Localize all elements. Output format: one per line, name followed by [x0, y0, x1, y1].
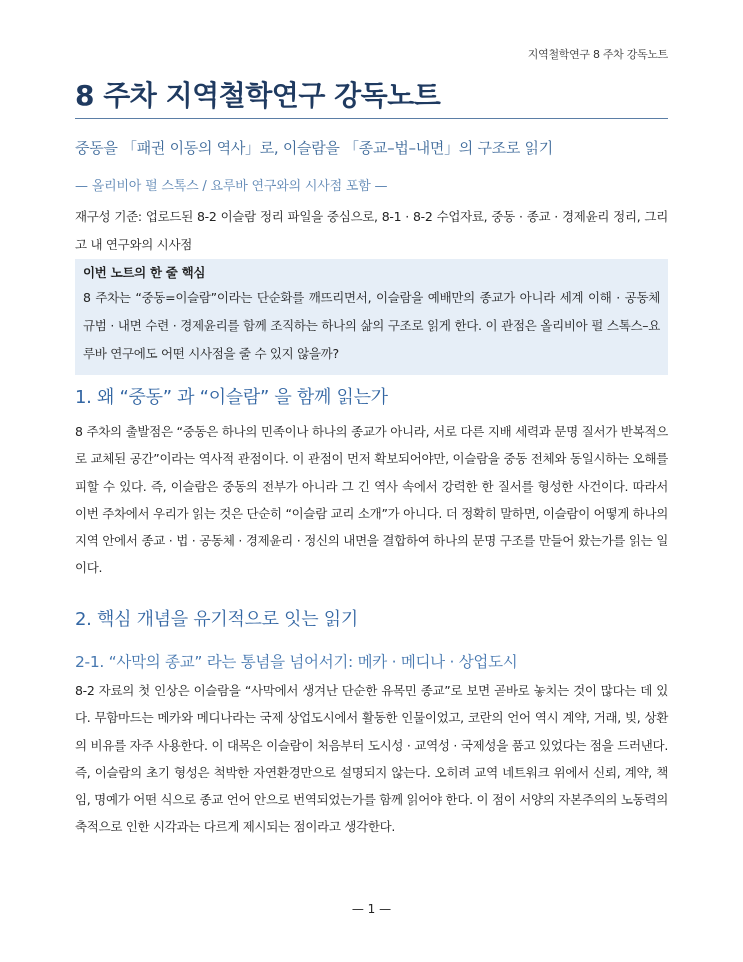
section-1-body: 8 주차의 출발점은 “중동은 하나의 민족이나 하나의 종교가 아니라, 서로 다른 지배 세력과 문명 질서가 반복적으로 교체된 공간”이라는 역사적 관점이다. 이 관점이 먼저 확보되어야만, 이슬람을 중동 전체와 동일시하는 오해를 피할 수 있다. 즉, 이슬람은 중동의 전부가 아니라 그 긴 역사 속에서 강력한 한 질서를 형성한 사건이다. 따라서 이번 주차에서 우리가 읽는 것은 단순히 “이슬람 교리 소개”가 아니다. 더 정확히 말하면, 이슬람이 어떻게 하나의 지역 안에서 종교 · 법 · 공동체 · 경제윤리 · 정신의 내면을 결합하여 하나의 문명 구조를 만들어 왔는가를 읽는 일이다. [75, 424, 668, 576]
title-divider [75, 118, 668, 119]
section-2-heading: 2. 핵심 개념을 유기적으로 잇는 읽기 [75, 609, 358, 630]
subsection-2-1-body: 8-2 자료의 첫 인상은 이슬람을 “사막에서 생겨난 단순한 유목민 종교”로 보면 곧바로 놓치는 것이 많다는 데 있다. 무함마드는 메카와 메디나라는 국제 상업도시에서 활동한 인물이었고, 코란의 언어 역시 계약, 거래, 빚, 상환의 비유를 자주 사용한다. 이 대목은 이슬람이 처음부터 도시성 · 교역성 · 국제성을 품고 있었다는 점을 드러낸다. 즉, 이슬람의 초기 형성은 척박한 자연환경만으로 설명되지 않는다. 오히려 교역 네트워크 위에서 신뢰, 계약, 책임, 명예가 어떤 식으로 종교 언어 안으로 번역되었는가를 함께 읽어야 한다. 이 점이 서양의 자본주의의 노동력의 축적으로 인한 시각과는 다르게 제시되는 점이라고 생각한다. [75, 683, 668, 835]
subsection-2-1-heading: 2-1. “사막의 종교” 라는 통념을 넘어서기: 메카 · 메디나 · 상업도시 [75, 653, 518, 671]
running-header: 지역철학연구 8 주차 강독노트 [527, 48, 668, 61]
reconstruction-basis: 재구성 기준: 업로드된 8-2 이슬람 정리 파일을 중심으로, 8-1 · 8-2 수업자료, 중동 · 종교 · 경제윤리 정리, 그리고 내 연구와의 시사점 [75, 209, 668, 252]
callout-title: 이번 노트의 한 줄 핵심 [83, 265, 206, 280]
document-sub-subtitle: — 올리비아 펄 스톡스 / 요루바 연구와의 시사점 포함 — [75, 179, 388, 194]
key-point-callout [75, 259, 668, 375]
callout-body: 8 주차는 “중동=이슬람”이라는 단순화를 깨뜨리면서, 이슬람을 예배만의 종교가 아니라 세계 이해 · 공동체 규범 · 내면 수련 · 경제윤리를 함께 조직하는 하나의 삶의 구조로 읽게 한다. 이 관점은 올리비아 펄 스톡스–요루바 연구에도 어떤 시사점을 줄 수 있지 않을까? [83, 290, 660, 361]
section-1-heading: 1. 왜 “중동” 과 “이슬람” 을 함께 읽는가 [75, 387, 388, 408]
document-subtitle: 중동을 「패권 이동의 역사」로, 이슬람을 「종교–법–내면」의 구조로 읽기 [75, 139, 553, 157]
page-number: — 1 — [351, 902, 392, 916]
document-title: 8 주차 지역철학연구 강독노트 [75, 79, 441, 112]
